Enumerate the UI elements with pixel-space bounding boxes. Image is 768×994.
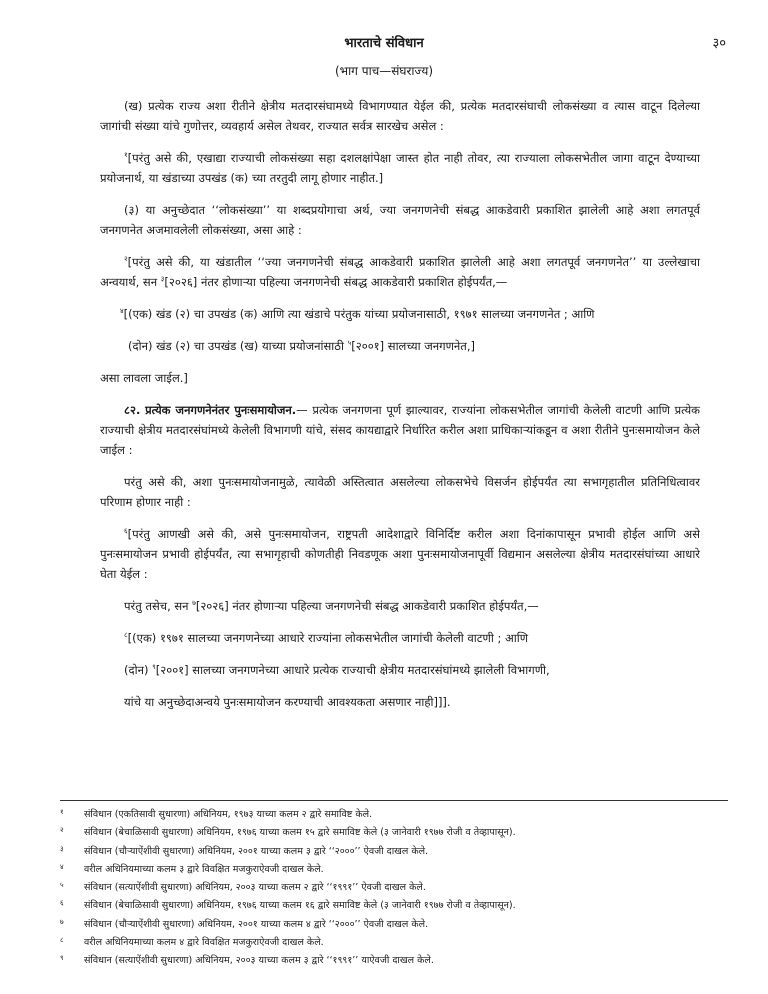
paragraph: $^२$[परंतु असे की, या खंडातील ‘‘ज्या जनगणनेची संबद्ध आकडेवारी प्रकाशित झालेली आहे अशा लगतपूर्व जनगणनेत’’ या उल्लेखाचा अन्वयार्थ, सन $^३$[२०२६] नंतर होणाऱ्या पहिल्या जनगणनेची संबद्ध आकडेवारी प्रकाशित होईपर्यंत,— bbox=[100, 255, 700, 289]
footnote-marker: ४ bbox=[120, 307, 124, 316]
footnote: ७ संविधान (चौऱ्याऐंशीवी सुधारणा) अधिनियम, २००१ याच्या कलम ४ द्वारे ‘‘२०००’’ ऐवजी दाखल केले. bbox=[60, 917, 429, 930]
footnote: ३ संविधान (चौऱ्याऐंशीवी सुधारणा) अधिनियम, २००१ याच्या कलम ३ द्वारे ‘‘२०००’’ ऐवजी दाखल केले. bbox=[60, 844, 429, 857]
footnote-marker: ५ bbox=[347, 339, 352, 348]
footnote-marker: ९ bbox=[152, 663, 156, 672]
paragraph: परंतु तसेच, सन $^७$[२०२६] नंतर होणाऱ्या पहिल्या जनगणनेची संबद्ध आकडेवारी प्रकाशित होईपर्यंत,— bbox=[124, 599, 539, 613]
page-number: ३० bbox=[712, 36, 726, 51]
footnote-marker: ७ bbox=[192, 599, 196, 608]
footnote-marker: २ bbox=[124, 255, 128, 264]
paragraph: असा लावला जाईल.] bbox=[100, 371, 188, 385]
footnote-divider bbox=[60, 800, 728, 801]
footnote: ६ संविधान (बेचाळिसावी सुधारणा) अधिनियम, १९७६ याच्या कलम १६ द्वारे समाविष्ट केले (३ जानेवारी १९७७ रोजी व तेव्हापासून). bbox=[60, 899, 516, 912]
paragraph: (ख) प्रत्येक राज्य अशा रीतीने क्षेत्रीय मतदारसंघामध्ये विभागण्यात येईल की, प्रत्येक मतदारसंघाची लोकसंख्या व त्यास वाटून दिलेल्या जागांची संख्या यांचे गुणोत्तर, व्यवहार्य असेल तेथवर, राज्यात सर्वत्र सारखेच असेल : bbox=[100, 99, 700, 133]
part-label: (भाग पाच—संघराज्य) bbox=[334, 64, 434, 78]
paragraph: यांचे या अनुच्छेदाअन्वये पुनःसमायोजन करण्याची आवश्यकता असणार नाही]]]. bbox=[124, 695, 451, 709]
footnote: ८ वरील अधिनियमाच्या कलम ४ द्वारे विवक्षित मजकुराऐवजी दाखल केले. bbox=[60, 936, 324, 949]
paragraph: (दोन) खंड (२) चा उपखंड (ख) याच्या प्रयोजनांसाठी $^५$[२००१] सालच्या जनगणनेत,] bbox=[128, 339, 475, 353]
footnotes bbox=[60, 806, 728, 971]
paragraph: परंतु असे की, अशा पुनःसमायोजनामुळे, त्यावेळी अस्तित्वात असलेल्या लोकसभेचे विसर्जन होईपर्यंत त्या सभागृहातील प्रतिनिधित्वावर परिणाम होणार नाही : bbox=[100, 475, 700, 509]
page-title: भारताचे संविधान bbox=[344, 36, 424, 51]
footnote: २ संविधान (बेचाळिसावी सुधारणा) अधिनियम, १९७६ याच्या कलम १५ द्वारे समाविष्ट केले (३ जानेवारी १९७७ रोजी व तेव्हापासून). bbox=[60, 826, 516, 839]
footnote-marker: ३ bbox=[160, 275, 165, 284]
footnote-marker: ८ bbox=[124, 631, 128, 640]
footnote: ५ संविधान (सत्याऐंशीवी सुधारणा) अधिनियम, २००३ याच्या कलम २ द्वारे ‘‘१९९१’’ ऐवजी दाखल केले. bbox=[60, 881, 426, 894]
footnote: ९ संविधान (सत्याऐंशीवी सुधारणा) अधिनियम, २००३ याच्या कलम ३ द्वारे ‘‘१९९१’’ याऐवजी दाखल केले. bbox=[60, 954, 434, 967]
paragraph: $^४$[(एक) खंड (२) चा उपखंड (क) आणि त्या खंडाचे परंतुक यांच्या प्रयोजनासाठी, १९७१ सालच्या जनगणनेत ; आणि bbox=[120, 307, 595, 321]
footnote: १ संविधान (एकतिसावी सुधारणा) अधिनियम, १९७३ याच्या कलम २ द्वारे समाविष्ट केले. bbox=[60, 808, 373, 820]
article-82: ८२. प्रत्येक जनगणनेनंतर पुनःसमायोजन.— प्रत्येक जनगणना पूर्ण झाल्यावर, राज्यांना लोकसभेतील जागांची केलेली वाटणी आणि प्रत्येक राज्याची क्षेत्रीय मतदारसंघांमध्ये केलेली विभागणी यांचे, संसद कायद्याद्वारे निर्धारित करील अशा प्राधिकाऱ्यांकडून व अशा रीतीने पुनःसमायोजन केले जाईल : bbox=[100, 403, 701, 457]
article-heading: प्रत्येक जनगणनेनंतर पुनःसमायोजन. bbox=[145, 403, 297, 417]
footnote-marker: ६ bbox=[124, 527, 128, 536]
paragraph: (३) या अनुच्छेदात ‘‘लोकसंख्या’’ या शब्दप्रयोगाचा अर्थ, ज्या जनगणनेची संबद्ध आकडेवारी प्रकाशित झालेली आहे अशा लगतपूर्व जनगणनेत अजमावलेली लोकसंख्या, असा आहे : bbox=[100, 203, 700, 237]
paragraph: (दोन) $^९$[२००१] सालच्या जनगणनेच्या आधारे प्रत्येक राज्याची क्षेत्रीय मतदारसंघांमध्ये झालेली विभागणी, bbox=[124, 663, 550, 677]
paragraph: $^६$[परंतु आणखी असे की, असे पुनःसमायोजन, राष्ट्रपती आदेशाद्वारे विनिर्दिष्ट करील अशा दिनांकापासून प्रभावी होईल आणि असे पुनःसमायोजन प्रभावी होईपर्यंत, त्या सभागृहाची कोणतीही निवडणूक अशा पुनःसमायोजनापूर्वी विद्यमान असलेल्या क्षेत्रीय मतदारसंघांच्या आधारे घेता येईल : bbox=[100, 527, 700, 581]
paragraph: $^१$[परंतु असे की, एखाद्या राज्याची लोकसंख्या सहा दशलक्षांपेक्षा जास्त होत नाही तोवर, त्या राज्याला लोकसभेतील जागा वाटून देण्याच्या प्रयोजनार्थ, या खंडाच्या उपखंड (क) च्या तरतुदी लागू होणार नाहीत.] bbox=[100, 151, 700, 185]
main-text bbox=[100, 96, 700, 724]
footnote: ४ वरील अधिनियमाच्या कलम ३ द्वारे विवक्षित मजकुराऐवजी दाखल केले. bbox=[60, 862, 324, 875]
article-number: ८२. bbox=[124, 403, 141, 417]
paragraph: $^८$[(एक) १९७१ सालच्या जनगणनेच्या आधारे राज्यांना लोकसभेतील जागांची केलेली वाटणी ; आणि bbox=[124, 631, 529, 645]
footnote-marker: १ bbox=[124, 151, 128, 160]
